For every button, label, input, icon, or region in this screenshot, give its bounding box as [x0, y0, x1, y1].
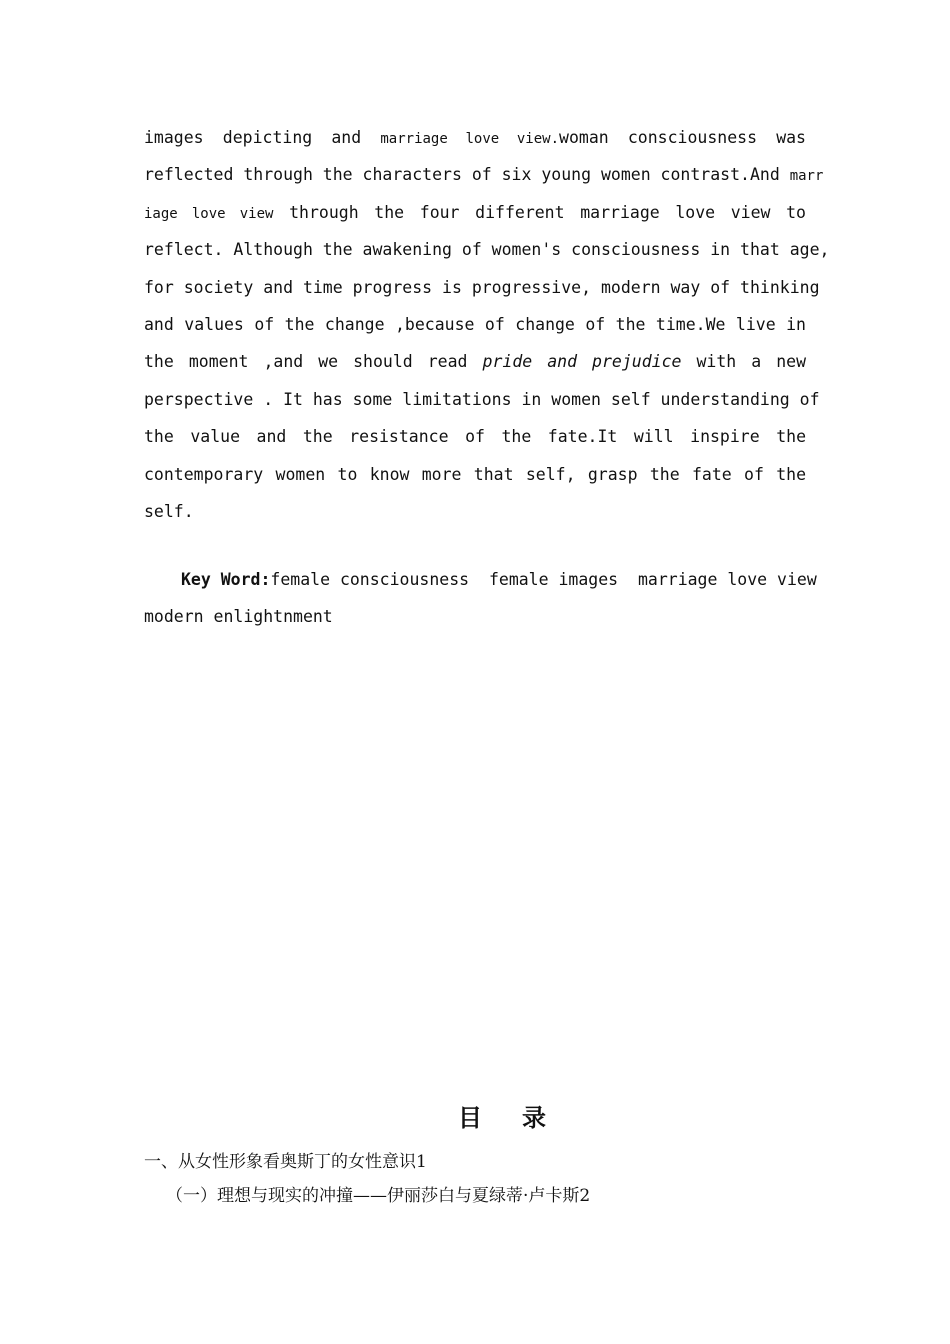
abstract-line	[144, 156, 824, 193]
abstract-text: images depicting and	[144, 128, 381, 147]
toc-title: 目录	[458, 1103, 586, 1132]
abstract-text-small: marriage love view.	[380, 131, 560, 147]
abstract-text: reflected through the characters of six young women contrast.And	[144, 165, 790, 185]
abstract-text: perspective . It has some limitations in women self understanding of	[144, 389, 820, 409]
abstract-text: self.	[144, 501, 194, 521]
abstract-text: reflect. Although the awakening of women's consciousness in that age,	[144, 240, 830, 260]
abstract-text-small: iage love view	[144, 205, 274, 222]
toc-item-1-1[interactable]: （一）理想与现实的冲撞——伊丽莎白与夏绿蒂·卢卡斯2	[166, 1186, 591, 1206]
keywords-line-2: modern enlightnment	[144, 607, 333, 627]
abstract-text: woman consciousness was	[559, 128, 806, 147]
abstract-text: contemporary women to know more that self, grasp the fate of the	[144, 464, 806, 484]
abstract-line	[144, 343, 806, 380]
abstract-text-small: marr	[789, 168, 824, 185]
abstract-line	[144, 231, 830, 268]
toc-item-1[interactable]: 一、从女性形象看奥斯丁的女性意识1	[144, 1152, 427, 1172]
abstract-text: for society and time progress is progressive, modern way of thinking	[144, 277, 820, 297]
keywords-list: female consciousness female images marriage love view	[270, 570, 817, 589]
keywords-line-1	[144, 561, 817, 598]
abstract-text: through the four different marriage love view to	[273, 202, 806, 222]
table-of-contents	[144, 1145, 806, 1213]
abstract-text: the moment ,and we should read	[144, 352, 483, 372]
abstract-line	[144, 119, 806, 156]
abstract-text: the value and the resistance of the fate.It will inspire the	[144, 427, 806, 447]
abstract-line	[144, 194, 806, 231]
keywords-label: Key Word:	[181, 570, 271, 589]
abstract-line	[144, 381, 820, 418]
book-title: pride and prejudice	[482, 352, 682, 372]
abstract-text: with a new	[681, 352, 807, 372]
abstract-line	[144, 493, 806, 530]
abstract-line	[144, 418, 806, 455]
abstract-line	[144, 456, 806, 493]
abstract-text: and values of the change ,because of change of the time.We live in	[144, 314, 806, 334]
abstract-body	[144, 119, 830, 530]
abstract-line	[144, 306, 806, 343]
keywords-section	[144, 561, 817, 636]
abstract-line	[144, 269, 820, 306]
